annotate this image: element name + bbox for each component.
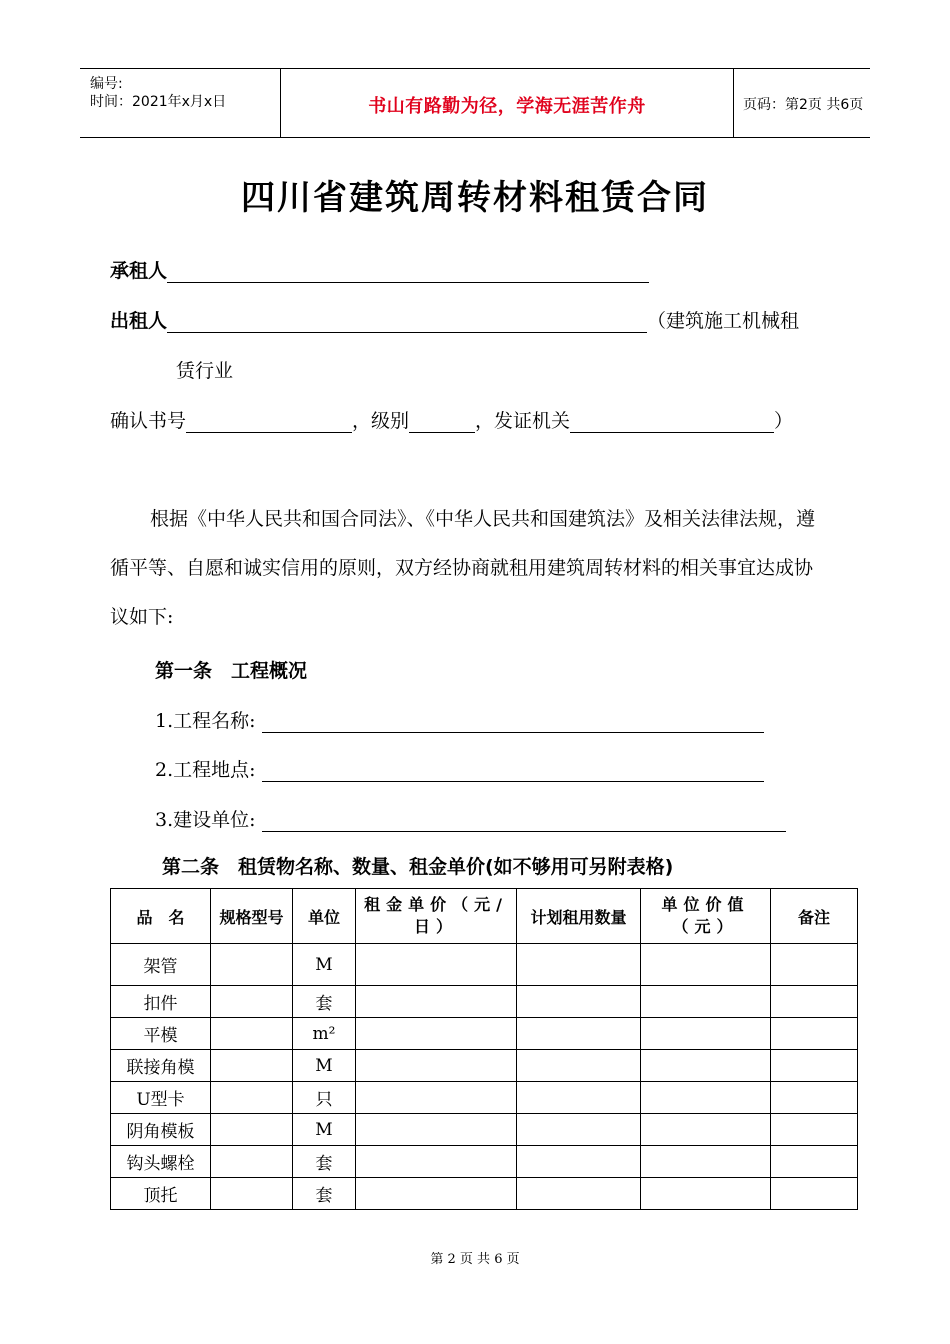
table-cell: 套 <box>293 986 356 1018</box>
table-cell[interactable] <box>517 944 641 986</box>
table-cell[interactable] <box>641 1178 771 1210</box>
table-cell[interactable] <box>641 986 771 1018</box>
table-row <box>111 1050 858 1082</box>
table-cell[interactable] <box>356 1114 517 1146</box>
table-header-cell: 备注 <box>771 889 858 944</box>
table-header-cell: 计划租用数量 <box>517 889 641 944</box>
table-cell[interactable] <box>517 1178 641 1210</box>
header-motto: 书山有路勤为径，学海无涯苦作舟 <box>368 96 646 117</box>
table-cell[interactable] <box>211 1082 293 1114</box>
table-cell: 只 <box>293 1082 356 1114</box>
table-row <box>111 1114 858 1146</box>
issuer-label: ，发证机关 <box>475 410 571 432</box>
document-title: 四川省建筑周转材料租赁合同 <box>241 178 709 218</box>
table-cell[interactable] <box>641 1146 771 1178</box>
certificate-label: 确认书号 <box>110 410 187 432</box>
project-location-label: 2.工程地点: <box>155 759 256 781</box>
table-cell[interactable] <box>517 1114 641 1146</box>
construction-unit-line <box>155 805 786 832</box>
table-cell[interactable] <box>771 944 858 986</box>
lessor-suffix-continued: 赁行业 <box>176 360 234 382</box>
table-row <box>111 1082 858 1114</box>
project-location-line <box>155 755 764 782</box>
table-cell[interactable] <box>641 1050 771 1082</box>
table-cell[interactable] <box>211 1114 293 1146</box>
table-row <box>111 1146 858 1178</box>
table-cell: M <box>293 1114 356 1146</box>
table-cell[interactable] <box>356 944 517 986</box>
issuer-blank[interactable] <box>570 412 774 433</box>
construction-unit-blank[interactable] <box>262 811 786 832</box>
document-time-label: 时间：2021年x月x日 <box>90 94 227 110</box>
table-cell[interactable] <box>517 986 641 1018</box>
project-name-blank[interactable] <box>262 712 764 733</box>
table-cell[interactable] <box>517 1050 641 1082</box>
project-name-label: 1.工程名称: <box>155 710 256 732</box>
header-right-cell <box>733 69 870 137</box>
table-cell[interactable] <box>517 1082 641 1114</box>
table-cell[interactable] <box>517 1146 641 1178</box>
table-cell[interactable] <box>211 1178 293 1210</box>
table-cell: 联接角模 <box>111 1050 211 1082</box>
table-cell: U型卡 <box>111 1082 211 1114</box>
rental-items-table <box>110 888 858 1210</box>
table-cell[interactable] <box>771 1146 858 1178</box>
article1-title: 第一条 工程概况 <box>155 660 308 682</box>
page-footer: 第 2 页 共 6 页 <box>430 1252 520 1267</box>
table-cell: 套 <box>293 1178 356 1210</box>
table-cell: 套 <box>293 1146 356 1178</box>
project-location-blank[interactable] <box>262 761 764 782</box>
lessee-blank[interactable] <box>167 262 649 283</box>
intro-paragraph: 根据《中华人民共和国合同法》、《中华人民共和国建筑法》及相关法律法规，遵循平等、自愿和诚实信用的原则，双方经协商就租用建筑周转材料的相关事宜达成协议如下: <box>110 508 816 628</box>
table-cell[interactable] <box>771 1018 858 1050</box>
table-cell[interactable] <box>356 1050 517 1082</box>
table-cell[interactable] <box>771 1050 858 1082</box>
table-cell[interactable] <box>356 986 517 1018</box>
table-cell[interactable] <box>356 1178 517 1210</box>
table-cell[interactable] <box>641 1114 771 1146</box>
header-center-cell <box>280 69 734 137</box>
table-header-cell: 租金单价（元/日） <box>356 889 517 944</box>
table-cell: 平模 <box>111 1018 211 1050</box>
table-cell[interactable] <box>517 1018 641 1050</box>
level-label: ，级别 <box>352 410 410 432</box>
table-cell[interactable] <box>356 1146 517 1178</box>
table-cell[interactable] <box>771 1082 858 1114</box>
table-cell[interactable] <box>771 1114 858 1146</box>
page-header <box>80 68 870 138</box>
construction-unit-label: 3.建设单位: <box>155 809 256 831</box>
table-cell[interactable] <box>356 1018 517 1050</box>
table-cell: m² <box>293 1018 356 1050</box>
table-header-cell: 规格型号 <box>211 889 293 944</box>
table-cell: M <box>293 944 356 986</box>
certificate-line <box>110 406 793 433</box>
table-cell[interactable] <box>356 1082 517 1114</box>
table-cell[interactable] <box>211 1018 293 1050</box>
table-cell[interactable] <box>211 986 293 1018</box>
project-name-line <box>155 706 764 733</box>
table-cell[interactable] <box>641 1082 771 1114</box>
lessor-blank[interactable] <box>167 312 647 333</box>
table-row <box>111 1178 858 1210</box>
table-cell[interactable] <box>211 1050 293 1082</box>
table-row <box>111 944 858 986</box>
table-header-cell: 品 名 <box>111 889 211 944</box>
table-cell[interactable] <box>641 944 771 986</box>
table-cell[interactable] <box>771 1178 858 1210</box>
lessee-label: 承租人 <box>110 260 168 282</box>
table-cell: 扣件 <box>111 986 211 1018</box>
table-header-cell: 单位价值（元） <box>641 889 771 944</box>
table-header-cell: 单位 <box>293 889 356 944</box>
document-number-label: 编号: <box>90 76 123 92</box>
table-cell: M <box>293 1050 356 1082</box>
table-cell[interactable] <box>641 1018 771 1050</box>
table-cell[interactable] <box>211 1146 293 1178</box>
table-cell: 钩头螺栓 <box>111 1146 211 1178</box>
lessor-line <box>110 306 799 333</box>
table-cell: 架管 <box>111 944 211 986</box>
lessor-suffix: （建筑施工机械租 <box>647 310 800 332</box>
article2-title: 第二条 租赁物名称、数量、租金单价(如不够用可另附表格) <box>162 856 674 878</box>
certificate-blank[interactable] <box>186 412 352 433</box>
lessee-line <box>110 256 649 283</box>
table-cell[interactable] <box>771 986 858 1018</box>
header-left-cell <box>80 69 280 137</box>
table-cell: 阴角模板 <box>111 1114 211 1146</box>
table-cell: 顶托 <box>111 1178 211 1210</box>
table-row <box>111 986 858 1018</box>
close-paren: ） <box>774 410 794 432</box>
level-blank[interactable] <box>409 412 475 433</box>
table-header-row <box>111 889 858 944</box>
header-page-info: 页码：第2页 共6页 <box>743 97 864 113</box>
lessor-label: 出租人 <box>110 310 168 332</box>
table-cell[interactable] <box>211 944 293 986</box>
table-row <box>111 1018 858 1050</box>
